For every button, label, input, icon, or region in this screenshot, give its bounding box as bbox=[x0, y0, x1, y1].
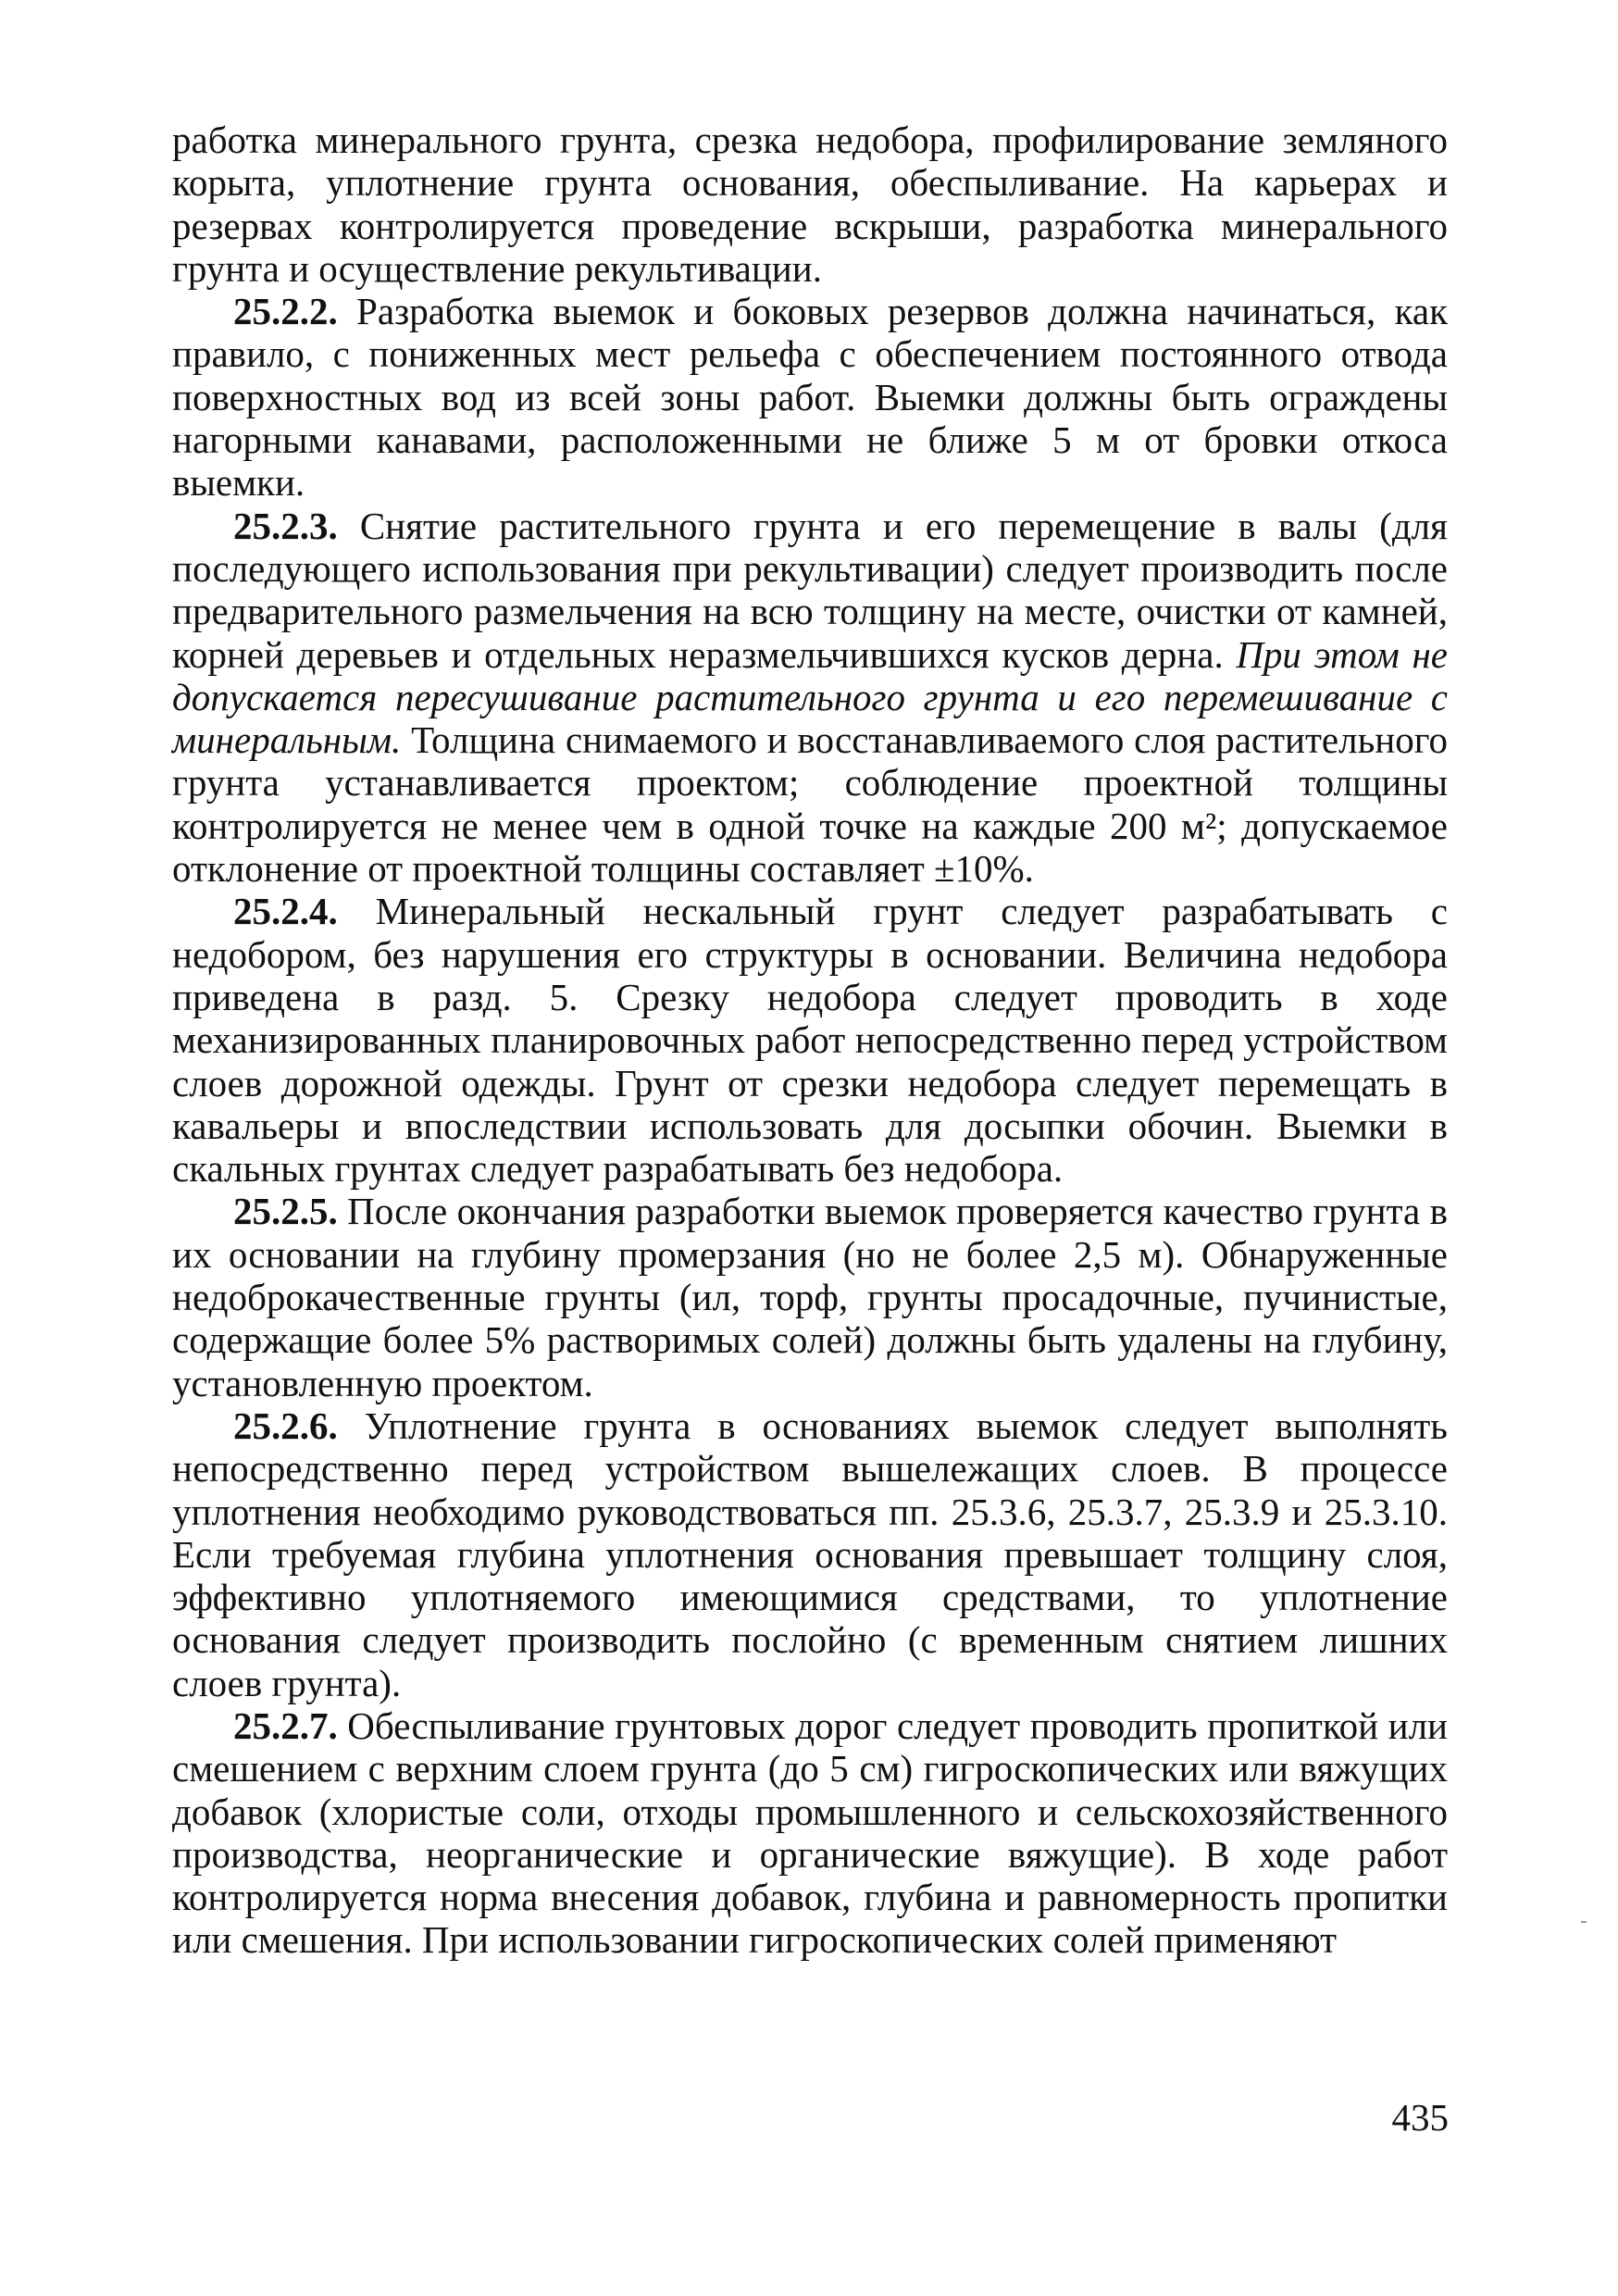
paragraph bbox=[172, 505, 1448, 891]
paragraph bbox=[172, 1404, 1448, 1704]
paragraph-text: Минеральный нескальный грунт следует разрабатывать с недобором, без нарушения его структуры в основании. Величина недобора приведена в разд. 5. Срезку недобора следует проводить в ходе механизированных планировочных работ непосредственно перед устройством слоев дорожной одежды. Грунт от срезки недобора следует перемещать в кавальеры и впоследствии использовать для досыпки обочин. Выемки в скальных грунтах следует разрабатывать без недобора. bbox=[172, 890, 1448, 1191]
page-body bbox=[172, 119, 1448, 1962]
paragraph-list bbox=[172, 119, 1448, 1962]
italic-text: При этом не допускается пересушивание растительного грунта и его перемешивание с минеральным. bbox=[172, 632, 1448, 762]
paragraph bbox=[172, 1190, 1448, 1404]
section-number: 25.2.7. bbox=[233, 1703, 338, 1747]
section-number: 25.2.3. bbox=[233, 504, 338, 547]
page-number: 435 bbox=[1391, 2096, 1449, 2139]
paragraph-text: Толщина снимаемого и восстанавливаемого слоя растительного грунта устанавливается проектом; соблюдение проектной толщины контролируется не менее чем в одной точке на каждые 200 м²; допускаемое отклонение от проектной толщины составляет ±10%. bbox=[172, 718, 1448, 891]
section-number: 25.2.6. bbox=[233, 1404, 338, 1447]
paragraph bbox=[172, 290, 1448, 504]
margin-mark bbox=[1581, 1921, 1587, 1923]
paragraph bbox=[172, 119, 1448, 290]
paragraph-text: Разработка выемок и боковых резервов должна начинаться, как правило, с пониженных мест рельефа с обеспечением постоянного отвода поверхностных вод из всей зоны работ. Выемки должны быть ограждены нагорными канавами, расположенными не ближе 5 м от бровки откоса выемки. bbox=[172, 290, 1448, 505]
paragraph-text: Обеспыливание грунтовых дорог следует проводить пропиткой или смешением с верхним слоем грунта (до 5 см) гигроскопических или вяжущих добавок (хлористые соли, отходы промышленного и сельскохозяйственного производства, неорганические и органические вяжущие). В ходе работ контролируется норма внесения добавок, глубина и равномерность пропитки или смешения. При использовании гигроскопических солей применяют bbox=[172, 1703, 1448, 1962]
paragraph bbox=[172, 890, 1448, 1190]
paragraph bbox=[172, 1704, 1448, 1962]
section-number: 25.2.2. bbox=[233, 290, 338, 333]
section-number: 25.2.5. bbox=[233, 1190, 338, 1233]
paragraph-text: Снятие растительного грунта и его перемещение в валы (для последующего использования при рекультивации) следует производить после предварительного размельчения на всю толщину на месте, очистки от камней, корней деревьев и отдельных неразмельчившихся кусков дерна. bbox=[172, 504, 1448, 676]
paragraph-text: Уплотнение грунта в основаниях выемок следует выполнять непосредственно перед устройством вышележащих слоев. В процессе уплотнения необходимо руководствоваться пп. 25.3.6, 25.3.7, 25.3.9 и 25.3.10. Если требуемая глубина уплотнения основания превышает толщину слоя, эффективно уплотняемого имеющимися средствами, то уплотнение основания следует производить послойно (с временным снятием лишних слоев грунта). bbox=[172, 1404, 1448, 1704]
paragraph-text: После окончания разработки выемок проверяется качество грунта в их основании на глубину промерзания (но не более 2,5 м). Обнаруженные недоброкачественные грунты (ил, торф, грунты просадочные, пучинистые, содержащие более 5% растворимых солей) должны быть удалены на глубину, установленную проектом. bbox=[172, 1190, 1448, 1404]
paragraph-text: работка минерального грунта, срезка недобора, профилирование земляного корыта, уплотнение грунта основания, обеспыливание. На карьерах и резервах контролируется проведение вскрыши, разработка минерального грунта и осуществление рекультивации. bbox=[172, 119, 1448, 290]
section-number: 25.2.4. bbox=[233, 890, 338, 933]
